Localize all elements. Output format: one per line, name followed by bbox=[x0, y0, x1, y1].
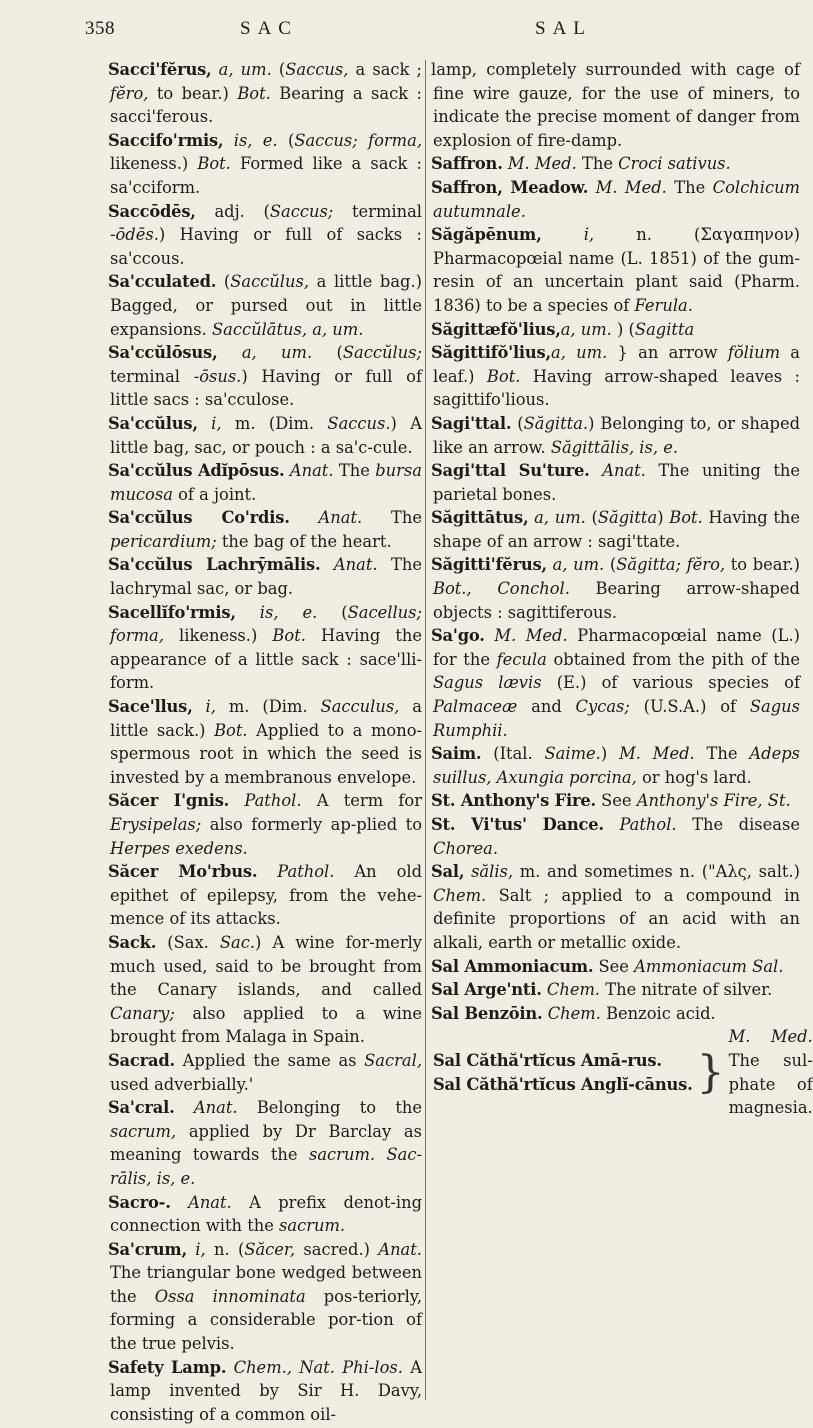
entry-text: ( bbox=[511, 413, 524, 433]
entry-text: pericardium; bbox=[110, 531, 217, 551]
entry-text: Anthony's Fire, St. bbox=[636, 791, 791, 811]
entry-headword: St. Anthony's Fire. bbox=[431, 791, 596, 811]
entry-text: sacred.) bbox=[295, 1239, 379, 1259]
entry-text: The bbox=[694, 744, 750, 764]
entry-text bbox=[485, 626, 495, 645]
entry-text bbox=[171, 1193, 188, 1212]
entry-headword: Sa'ccŭlus Adĭpōsus. bbox=[108, 461, 285, 481]
entry-headword: Sa'ccŭlus Co'rdis. bbox=[108, 508, 290, 528]
entry-text: Chem. bbox=[547, 1003, 601, 1023]
brace-definition bbox=[729, 1025, 813, 1119]
entry-text: Sacculus, bbox=[320, 697, 400, 717]
entry-headword: Săgittæfŏ'lius, bbox=[431, 319, 561, 339]
entry-text: m. and sometimes n. ("Αλς, salt.) bbox=[513, 862, 800, 882]
dictionary-entry bbox=[433, 152, 800, 176]
brace-entry-group bbox=[433, 1025, 813, 1119]
entry-text: Sacellus; forma, bbox=[110, 602, 422, 646]
entry-headword: Săgăpēnum, bbox=[431, 225, 542, 245]
entry-text: Săgittālis, is, e. bbox=[550, 437, 679, 457]
entry-headword: Sagi'ttal Su'ture. bbox=[431, 461, 590, 481]
entry-text bbox=[290, 508, 319, 527]
entry-text: Chem., Nat. Phi-los. bbox=[233, 1357, 403, 1377]
dictionary-entry bbox=[433, 412, 800, 459]
entry-text: Pathol. bbox=[619, 815, 677, 834]
entry-text: a little bag.) Bagged, or pursed out in little expansions. bbox=[110, 272, 422, 339]
entry-text: Herpes exedens. bbox=[110, 838, 248, 858]
entry-text: Cycas; bbox=[575, 697, 630, 717]
entry-text: Ferula. bbox=[634, 295, 693, 315]
entry-headword: Saccifo'rmis, bbox=[108, 130, 224, 150]
entry-text: likeness.) bbox=[110, 154, 198, 174]
entry-text: a, um. bbox=[552, 555, 605, 575]
entry-text: Applied the same as bbox=[175, 1050, 365, 1070]
entry-text: (E.) of various species of bbox=[541, 673, 800, 693]
entry-text: sacrum. Sac-rālis, is, e. bbox=[110, 1145, 423, 1188]
entry-text bbox=[588, 178, 595, 197]
entry-text: The triangular bone wedged between the bbox=[110, 1263, 422, 1306]
entry-text: Săgitta. bbox=[523, 413, 589, 433]
dictionary-entry bbox=[433, 459, 800, 506]
entry-text bbox=[604, 815, 620, 834]
entry-headword: Sal Căthă'rtĭcus Amā-rus. bbox=[433, 1050, 662, 1070]
dictionary-entry bbox=[110, 1191, 422, 1238]
entry-text: Chem. bbox=[433, 885, 487, 905]
entry-text bbox=[193, 697, 206, 716]
entry-text: Bearing a sack : sacci'ferous. bbox=[110, 83, 422, 127]
entry-text bbox=[320, 555, 333, 574]
entry-text: n. (Σαγαπηνον) Pharmacopœial name (L. 1851) of the gum-resin of an uncertain plant said (Pharm. 1836) to be a species of bbox=[433, 225, 800, 315]
entry-text: bursa mucosa bbox=[110, 461, 422, 504]
entry-text: -ōsus. bbox=[193, 366, 242, 386]
dictionary-entry bbox=[110, 1238, 422, 1356]
entry-headword: Saffron. bbox=[431, 154, 503, 174]
entry-headword: Saccōdēs, bbox=[108, 201, 196, 221]
entry-text: terminal bbox=[110, 366, 194, 386]
entry-headword: Sa'ccŭlus, bbox=[108, 413, 198, 433]
entry-headword: Sa'go. bbox=[431, 626, 485, 646]
entry-text: also applied to a wine brought from Malaga in Spain. bbox=[110, 1003, 422, 1047]
entry-text: M. Med. bbox=[619, 744, 695, 764]
entry-text: ( bbox=[216, 272, 231, 292]
entry-text: Anat. bbox=[318, 508, 363, 528]
entry-text: The sul-phate of magnesia. bbox=[728, 1050, 813, 1118]
entry-text: Saccŭlus, bbox=[230, 272, 310, 292]
dictionary-entry bbox=[433, 318, 800, 342]
entry-text: ) Belonging to, or shaped like an arrow. bbox=[433, 413, 800, 457]
entry-headword: Sack. bbox=[108, 932, 157, 952]
entry-text: ) Having or full of little sacs : sa'cculose. bbox=[110, 366, 422, 410]
entry-text: Anat. bbox=[193, 1098, 238, 1118]
entry-text: sacrum. bbox=[279, 1216, 346, 1236]
dictionary-entry bbox=[110, 1356, 422, 1427]
entry-text: lamp, completely surrounded with cage of fine wire gauze, for the use of miners, to indicate the precise moment of danger from explosion of fire-damp. bbox=[431, 60, 800, 150]
dictionary-entry bbox=[110, 789, 422, 860]
entry-text: Chem. bbox=[546, 980, 601, 1000]
entry-text: also formerly ap-plied to bbox=[201, 815, 422, 834]
dictionary-entry bbox=[433, 955, 800, 979]
entry-text: Saccŭlātus, a, um. bbox=[212, 319, 364, 339]
dictionary-entry bbox=[433, 506, 800, 553]
entry-text: See bbox=[593, 956, 635, 976]
entry-text: fŏlium bbox=[727, 343, 781, 363]
entry-text: fecula bbox=[496, 649, 547, 669]
entry-text: Saime. bbox=[544, 744, 601, 764]
entry-text: a, um. bbox=[218, 60, 272, 79]
entry-text: ( bbox=[317, 602, 348, 622]
dictionary-entry bbox=[110, 931, 422, 1049]
entry-headword: Sa'crum, bbox=[108, 1239, 187, 1259]
entry-text: Sac. bbox=[219, 932, 256, 952]
entry-text bbox=[590, 461, 603, 480]
entry-text: The disease bbox=[676, 815, 800, 834]
entry-text: Saccus. bbox=[327, 413, 391, 433]
entry-text: Palmaceæ bbox=[433, 697, 518, 717]
entry-text: i, bbox=[195, 1239, 206, 1259]
entry-headword: Sal Ammoniacum. bbox=[431, 956, 594, 976]
entry-headword: Saffron, Meadow. bbox=[431, 177, 589, 197]
entry-text: M. Med. bbox=[494, 626, 568, 646]
entry-text: obtained from the pith of the bbox=[546, 649, 800, 669]
entry-text: Having the shape of an arrow : sagi'ttate. bbox=[433, 508, 800, 551]
entry-text: The bbox=[333, 461, 376, 481]
dictionary-entry bbox=[433, 553, 800, 624]
entry-text: Benzoic acid. bbox=[600, 1003, 716, 1023]
entry-text: Saccŭlus; bbox=[342, 343, 422, 363]
brace-terms bbox=[433, 1049, 693, 1096]
entry-headword: Săcer I'gnis. bbox=[108, 791, 230, 811]
entry-text: A prefix denot-ing connection with the bbox=[110, 1192, 422, 1236]
dictionary-entry bbox=[110, 200, 422, 271]
entry-text: Saccus; bbox=[269, 201, 334, 221]
dictionary-entry bbox=[110, 506, 422, 553]
entry-text: Adeps suillus, Axungia porcina, bbox=[433, 744, 800, 787]
entry-text: is, e. bbox=[233, 130, 278, 150]
entry-text bbox=[217, 343, 241, 362]
dictionary-entry bbox=[433, 742, 800, 789]
entry-text: Belonging to the bbox=[237, 1098, 422, 1118]
entry-headword: Sal Căthă'rtĭcus Anglĭ-cānus. bbox=[433, 1074, 693, 1094]
entry-text: Saccus, bbox=[285, 60, 349, 79]
entry-text: (U.S.A.) of bbox=[629, 697, 750, 717]
entry-text: a, um. bbox=[560, 319, 612, 339]
dictionary-entry bbox=[110, 412, 422, 459]
entry-text: a, um. bbox=[241, 343, 313, 363]
entry-text bbox=[226, 1358, 233, 1377]
entry-text: Applied to a mono-spermous root in which the seed is invested by a membranous envelope. bbox=[110, 720, 422, 787]
entry-text: ( bbox=[271, 60, 286, 79]
entry-text: The bbox=[666, 177, 713, 197]
entry-text: a little sack.) bbox=[110, 697, 422, 740]
entry-text bbox=[257, 862, 277, 881]
entry-text bbox=[236, 603, 260, 622]
entry-text: Pathol. bbox=[244, 791, 302, 811]
dictionary-entry bbox=[110, 860, 422, 931]
entry-text: The lachrymal sac, or bag. bbox=[110, 555, 422, 599]
running-header bbox=[0, 18, 800, 48]
entry-text: Anat. bbox=[378, 1239, 422, 1259]
entry-text: Ammoniacum Sal. bbox=[634, 956, 784, 976]
entry-headword: Saim. bbox=[431, 744, 482, 764]
column-divider bbox=[425, 60, 426, 1400]
entry-text: ) bbox=[657, 508, 670, 528]
entry-text: and bbox=[517, 697, 576, 717]
entry-text: sacrum, bbox=[110, 1121, 177, 1141]
entry-headword: Sa'ccŭlus Lachrȳmālis. bbox=[108, 555, 321, 575]
entry-text: terminal bbox=[333, 201, 422, 221]
entry-text: Bot., Conchol. bbox=[433, 579, 570, 599]
entry-text: i, bbox=[205, 697, 216, 717]
entry-text: is, e. bbox=[259, 602, 318, 622]
entry-text: Pathol. bbox=[277, 862, 335, 882]
entry-text: A lamp invented by Sir H. Davy, consisting of a common oil- bbox=[110, 1357, 422, 1424]
entry-headword: Sal, bbox=[431, 862, 465, 882]
entry-text: Having arrow-shaped leaves : sagittifo'lious. bbox=[433, 366, 800, 410]
entry-headword: Săcer Mo'rbus. bbox=[108, 862, 258, 882]
entry-text bbox=[187, 1240, 195, 1259]
dictionary-entry bbox=[433, 813, 800, 860]
dictionary-entry bbox=[110, 459, 422, 506]
entry-text: m. (Dim. bbox=[221, 413, 328, 433]
entry-text: to bear.) bbox=[148, 83, 238, 103]
entry-headword: Safety Lamp. bbox=[108, 1357, 227, 1377]
entry-text: Bot. bbox=[197, 154, 231, 174]
entry-text: m. (Dim. bbox=[215, 697, 321, 717]
entry-text: a sack ; bbox=[348, 60, 422, 79]
entry-headword: Săgittifŏ'lius, bbox=[431, 343, 551, 363]
entry-text: } an arrow bbox=[607, 343, 728, 363]
entry-text: pos-teriorly, forming a considerable por-tion of the true pelvis. bbox=[110, 1286, 422, 1354]
entry-text: Bot. bbox=[486, 366, 521, 386]
entry-headword: Sal Benzōin. bbox=[431, 1003, 543, 1023]
entry-text: Anat. bbox=[188, 1192, 232, 1212]
entry-text: Erysipelas; bbox=[110, 815, 202, 834]
dictionary-entry bbox=[110, 1049, 422, 1096]
entry-text: Formed like a sack : sa'cciform. bbox=[110, 154, 422, 197]
entry-text bbox=[175, 1098, 194, 1117]
curly-brace: } bbox=[696, 1046, 725, 1098]
entry-text: Sagus Rumphii. bbox=[433, 697, 800, 740]
entry-text: See bbox=[595, 791, 637, 811]
entry-text: fĕro, bbox=[110, 83, 149, 103]
entry-text: Croci sativus. bbox=[618, 154, 731, 174]
entry-text: the bag of the heart. bbox=[216, 531, 392, 551]
dictionary-entry bbox=[110, 58, 422, 129]
entry-text bbox=[542, 225, 584, 244]
entry-text: a leaf.) bbox=[433, 343, 800, 386]
entry-text: Sagus lævis bbox=[433, 673, 542, 693]
entry-text: Sacral, bbox=[364, 1050, 422, 1070]
entry-text: Sagitta bbox=[634, 319, 695, 339]
dictionary-entry bbox=[433, 58, 800, 152]
entry-text: Săcer, bbox=[244, 1239, 296, 1259]
entry-text: A term for bbox=[301, 791, 422, 811]
entry-text: The nitrate of silver. bbox=[600, 980, 773, 1000]
dictionary-entry bbox=[433, 978, 800, 1002]
entry-text: of a joint. bbox=[172, 484, 257, 504]
left-running-head: SAC bbox=[240, 18, 298, 39]
dictionary-entry bbox=[433, 223, 800, 317]
dictionary-entry bbox=[110, 553, 422, 600]
entry-text: The bbox=[576, 154, 619, 174]
dictionary-entry bbox=[433, 789, 800, 813]
entry-headword: Sace'llus, bbox=[108, 697, 193, 717]
entry-text: Săgitta bbox=[597, 508, 658, 528]
dictionary-entry bbox=[110, 695, 422, 789]
right-running-head: SAL bbox=[535, 18, 592, 39]
dictionary-entry bbox=[433, 860, 800, 954]
entry-text: sălis, bbox=[471, 862, 514, 882]
entry-text: M. Med. bbox=[728, 1027, 813, 1047]
right-column bbox=[431, 58, 813, 1406]
entry-text: Bearing arrow-shaped objects : sagittiferous. bbox=[433, 579, 800, 622]
entry-text: Colchicum autumnale. bbox=[433, 177, 800, 221]
entry-headword: Sa'cral. bbox=[108, 1098, 175, 1118]
dictionary-entry bbox=[110, 270, 422, 341]
entry-text: Ossa innominata bbox=[154, 1286, 306, 1306]
dictionary-entry bbox=[110, 129, 422, 200]
entry-text: The uniting the parietal bones. bbox=[433, 461, 800, 504]
dictionary-entry bbox=[110, 601, 422, 695]
entry-text: ( bbox=[277, 130, 295, 150]
entry-headword: Sal Arge'nti. bbox=[431, 980, 542, 1000]
entry-headword: Sacci'fĕrus, bbox=[108, 60, 212, 79]
entry-headword: Săgitti'fĕrus, bbox=[431, 555, 547, 575]
entry-text: M. Med. bbox=[507, 154, 577, 174]
left-column bbox=[108, 58, 423, 1424]
dictionary-entry bbox=[110, 341, 422, 412]
entry-text: ) ( bbox=[611, 319, 635, 339]
entry-text: or hog's lard. bbox=[636, 767, 752, 787]
entry-text: Anat. bbox=[602, 461, 646, 481]
entry-text: ) A wine for-merly much used, said to be brought from the Canary islands, and called bbox=[110, 932, 423, 1000]
entry-text: ) A little bag, sac, or pouch : a sa'c-cule. bbox=[110, 413, 422, 457]
dictionary-entry bbox=[433, 176, 800, 223]
entry-text: applied by Dr Barclay as meaning towards the bbox=[110, 1121, 422, 1165]
entry-text bbox=[198, 414, 211, 433]
entry-text: adj. ( bbox=[195, 201, 270, 221]
entry-text: -ōdēs. bbox=[110, 225, 159, 245]
entry-text: (Sax. bbox=[156, 932, 220, 952]
entry-text: ) Having or full of sacks : sa'ccous. bbox=[110, 225, 422, 268]
entry-text: to bear.) bbox=[725, 555, 800, 575]
entry-text: a, um. bbox=[534, 508, 586, 528]
dictionary-entry bbox=[433, 624, 800, 742]
dictionary-entry bbox=[433, 1002, 800, 1026]
entry-text bbox=[229, 791, 244, 810]
entry-text: a, um. bbox=[551, 343, 608, 363]
entry-text: Bot. bbox=[237, 83, 271, 103]
entry-headword: Sacellĭfo'rmis, bbox=[108, 602, 236, 622]
entry-text: Săgitta; fĕro, bbox=[616, 555, 726, 575]
entry-text bbox=[212, 60, 219, 79]
entry-text: likeness.) bbox=[163, 626, 273, 646]
entry-text: used adverbially.' bbox=[110, 1074, 254, 1094]
entry-text: Canary; bbox=[110, 1003, 175, 1023]
entry-text: (Ital. bbox=[481, 744, 545, 764]
entry-headword: Sacrad. bbox=[108, 1050, 176, 1070]
entry-text: ( bbox=[312, 343, 343, 363]
entry-text: Bot. bbox=[272, 626, 306, 646]
entry-text: An old epithet of epilepsy, from the vehe-mence of its attacks. bbox=[110, 862, 422, 929]
entry-headword: Sa'ccŭlōsus, bbox=[108, 343, 218, 363]
entry-text: Saccus; forma, bbox=[294, 130, 422, 150]
entry-text: ) bbox=[600, 744, 620, 764]
entry-text: Anat. bbox=[289, 461, 334, 481]
entry-text: M. Med. bbox=[595, 177, 667, 197]
dictionary-entry bbox=[110, 1096, 422, 1190]
entry-text: Chorea. bbox=[433, 838, 499, 858]
entry-text: Pharmacopœial name (L.) for the bbox=[433, 626, 800, 669]
entry-text: ( bbox=[585, 508, 598, 528]
dictionary-entry bbox=[433, 341, 800, 412]
entry-headword: St. Vi'tus' Dance. bbox=[431, 815, 604, 834]
page-number: 358 bbox=[85, 18, 115, 39]
entry-text: Bot. bbox=[214, 720, 248, 740]
entry-text: Salt ; applied to a compound in definite proportions of an acid with an alkali, earth or metallic oxide. bbox=[433, 885, 800, 952]
entry-text: i, bbox=[583, 225, 595, 245]
entry-text: ( bbox=[604, 555, 617, 575]
entry-headword: Sa'cculated. bbox=[108, 272, 217, 292]
entry-headword: Săgittātus, bbox=[431, 508, 529, 528]
entry-text: Bot. bbox=[669, 508, 703, 528]
entry-text: Anat. bbox=[333, 555, 378, 575]
entry-headword: Sacro-. bbox=[108, 1192, 171, 1212]
entry-headword: Sagi'ttal. bbox=[431, 413, 512, 433]
entry-text: Having the appearance of a little sack : sace'lli-form. bbox=[110, 626, 423, 693]
entry-text: i, bbox=[211, 413, 222, 433]
entry-text: The bbox=[362, 508, 423, 528]
entry-text: n. ( bbox=[205, 1239, 245, 1259]
entry-text bbox=[223, 131, 233, 150]
